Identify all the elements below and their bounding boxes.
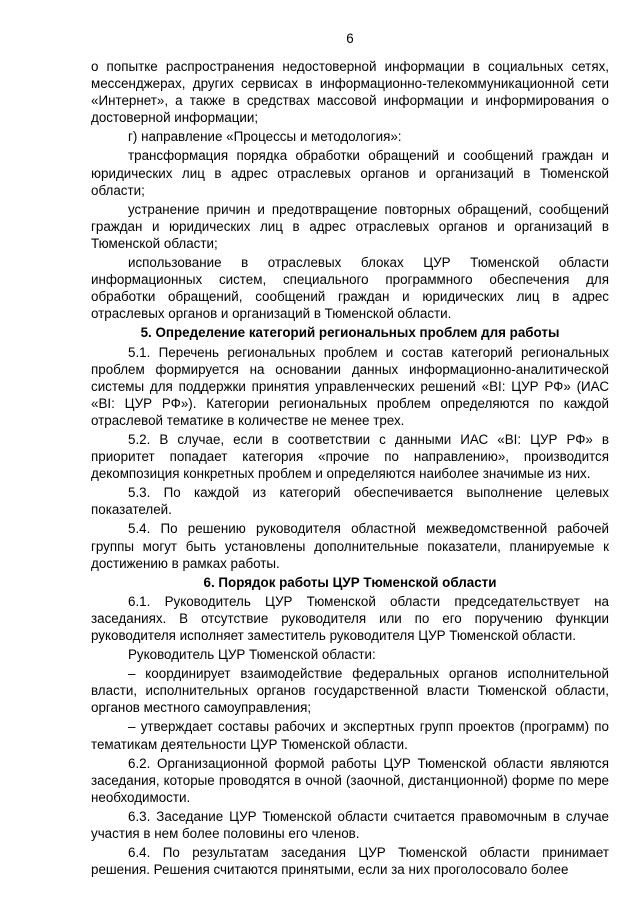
paragraph: Руководитель ЦУР Тюменской области: — [128, 647, 376, 663]
paragraph: 5.2. В случае, если в соответствии с данными ИАС «BI: ЦУР РФ» в приоритет попадает категория «прочие по направлению», производится декомпозиция конкретных проблем и определяются наиболее значимые из них. — [91, 431, 609, 482]
paragraph: 6.3. Заседание ЦУР Тюменской области считается правомочным в случае участия в нем более половины его членов. — [91, 808, 609, 842]
paragraph: трансформация порядка обработки обращений и сообщений граждан и юридических лиц в адрес отраслевых органов и организаций в Тюменской области; — [91, 148, 609, 198]
section-heading: 6. Порядок работы ЦУР Тюменской области — [203, 574, 497, 590]
paragraph: г) направление «Процессы и методология»: — [128, 129, 402, 145]
page-number: 6 — [346, 31, 354, 46]
paragraph: 6.1. Руководитель ЦУР Тюменской области председательствует на заседаниях. В отсутствие руководителя или по его поручению функции руководителя исполняет заместитель руководителя ЦУР Тюменской области. — [91, 593, 609, 643]
paragraph: устранение причин и предотвращение повторных обращений, сообщений граждан и юридических лиц в адрес отраслевых органов и организаций в Тюменской области; — [91, 201, 609, 251]
paragraph: 5.3. По каждой из категорий обеспечивается выполнение целевых показателей. — [91, 485, 609, 518]
paragraph: 6.4. По результатам заседания ЦУР Тюменской области принимает решения. Решения считаются принятыми, если за них проголосовало более — [91, 845, 609, 878]
paragraph: 5.1. Перечень региональных проблем и состав категорий региональных проблем формируется на основании данных информационно-аналитической системы для поддержки принятия управленческих решений «BI: ЦУР РФ» (ИАС «BI: ЦУР РФ»). Категории региональных проблем определяются по каждой отраслевой тематике в количестве не менее трех. — [91, 344, 609, 428]
section-heading: 5. Определение категорий региональных проблем для работы — [140, 325, 560, 341]
paragraph: – утверждает составы рабочих и экспертных групп проектов (программ) по тематикам деятельности ЦУР Тюменской области. — [91, 719, 609, 752]
paragraph: использование в отраслевых блоках ЦУР Тюменской области информационных систем, специального программного обеспечения для обработки обращений, сообщений граждан и юридических лиц в адрес отраслевых органов и организаций в Тюменской области. — [91, 255, 609, 322]
paragraph: о попытке распространения недостоверной информации в социальных сетях, мессенджерах, других сервисах в информационно-телекоммуникационной сети «Интернет», а также в средствах массовой информации и информирования о достоверной информации; — [91, 59, 609, 126]
document-page — [91, 30, 609, 878]
paragraph: 6.2. Организационной формой работы ЦУР Тюменской области являются заседания, которые проводятся в очной (заочной, дистанционной) форме по мере необходимости. — [91, 755, 609, 805]
paragraph: – координирует взаимодействие федеральных органов исполнительной власти, исполнительных органов государственной власти Тюменской области, органов местного самоуправления; — [91, 666, 609, 716]
paragraph: 5.4. По решению руководителя областной межведомственной рабочей группы могут быть установлены дополнительные показатели, планируемые к достижению в рамках работы. — [91, 521, 609, 571]
